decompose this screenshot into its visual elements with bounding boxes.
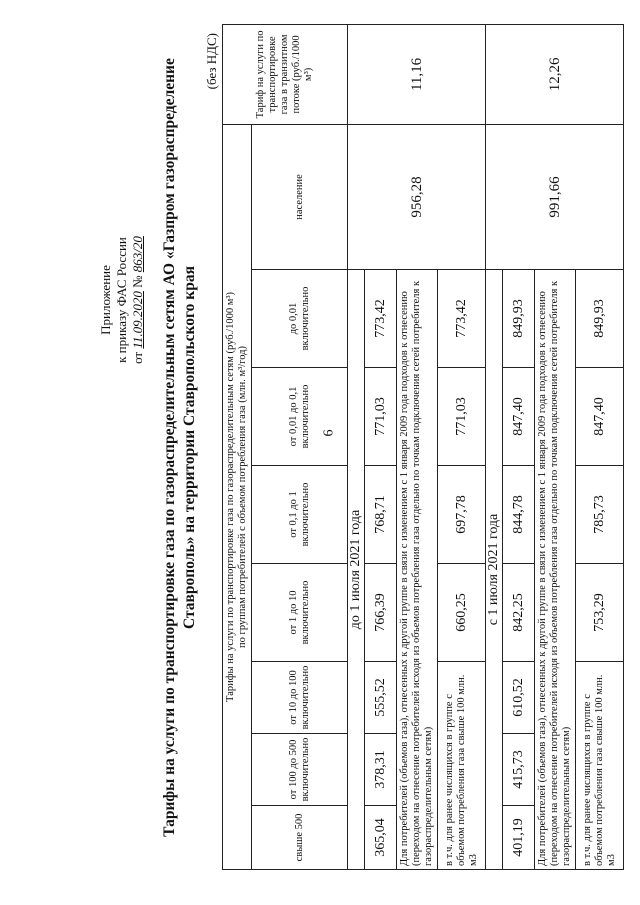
cell-r1b-c3: 771,03 (438, 368, 486, 466)
tariff-table (222, 24, 624, 870)
cell-r1-c3: 555,52 (365, 662, 397, 734)
appendix-line-2: к приказу ФАС России (114, 237, 129, 363)
page-number: 6 (321, 429, 337, 437)
cell-r1-c2: 378,31 (365, 734, 397, 806)
cell-r1-c6: 771,03 (365, 368, 397, 466)
col-header-up-to-001: до 0,01 включительно (252, 270, 348, 368)
header-main: Тарифы на услуги по транспортировке газа по газораспределительным сетям (руб./1000 м³) по группам потребителей с объемом потребления газа (млн. м³/год) (223, 124, 252, 869)
tariff-table-wrapper (222, 25, 624, 870)
transit-value-1: 11,16 (348, 24, 486, 124)
cell-r2-c4: 842,25 (503, 564, 535, 662)
cell-r2-c6: 847,40 (503, 368, 535, 466)
cell-r2b-c1: 753,29 (576, 564, 624, 662)
title-line-1: Тарифы на услуги по транспортировке газа по газораспределительным сетям АО «Газпром газораспределение (161, 58, 178, 837)
note-2: Для потребителей (объемов газа), отнесенных к другой группе в связи с изменением с 1 января 2009 года подходов к отнесению (переходом на отнесение потребителей исходя из объемов потребления газа отдельно по точкам подключения сетей потребителя к газораспределительным сетям) (535, 270, 576, 870)
vat-note: (без НДС) (204, 33, 219, 90)
note-1: Для потребителей (объемов газа), отнесенных к другой группе в связи с изменением с 1 января 2009 года подходов к отнесению (переходом на отнесение потребителей исходя из объемов потребления газа отдельно по точкам подключения сетей потребителя к газораспределительным сетям) (397, 270, 438, 870)
cell-r2-c7: 849,93 (503, 270, 535, 368)
cell-r1b-c2: 697,78 (438, 466, 486, 564)
document-title (160, 25, 200, 870)
cell-r1-c7: 773,42 (365, 270, 397, 368)
cell-r1-c1: 365,04 (365, 806, 397, 870)
appendix-number: 863/20 (130, 236, 145, 273)
period-2-label: с 1 июля 2021 года (486, 270, 503, 870)
cell-r2b-c4: 849,93 (576, 270, 624, 368)
appendix-line-1: Приложение (98, 265, 113, 335)
col-header-population: население (252, 124, 348, 269)
cell-r2b-c2: 785,73 (576, 466, 624, 564)
population-value-2: 991,66 (486, 124, 624, 269)
col-header-10-100: от 10 до 100 включительно (252, 662, 348, 734)
header-row-columns (252, 24, 348, 869)
period-1-label: до 1 июля 2021 года (348, 270, 365, 870)
cell-r1b-c4: 773,42 (438, 270, 486, 368)
appendix-block (98, 140, 146, 460)
cell-r2-c3: 610,52 (503, 662, 535, 734)
col-header-100-500: от 100 до 500 включительно (252, 734, 348, 806)
cell-r2-c2: 415,73 (503, 734, 535, 806)
cell-r2b-c3: 847,40 (576, 368, 624, 466)
sub-label-1: в т.ч. для ранее числящихся в группе с объемом потребления газа свыше 100 млн. м3 (438, 662, 486, 870)
appendix-date: 11.09.2020 (130, 291, 145, 349)
period-row-2 (486, 24, 503, 869)
col-header-001-01: от 0,01 до 0,1 включительно (252, 368, 348, 466)
cell-r2-c1: 401,19 (503, 806, 535, 870)
rotated-page (160, 25, 640, 870)
cell-r1b-c1: 660,25 (438, 564, 486, 662)
population-value-1: 956,28 (348, 124, 486, 269)
title-line-2: Ставрополь» на территории Ставропольского края (181, 266, 198, 629)
cell-r1-c5: 768,71 (365, 466, 397, 564)
sub-label-2: в т.ч. для ранее числящихся в группе с объемом потребления газа свыше 100 млн. м3 (576, 662, 624, 870)
appendix-line-3: от 11.09.2020 № 863/20 (130, 236, 145, 364)
col-header-1-10: от 1 до 10 включительно (252, 564, 348, 662)
col-header-over-500: свыше 500 (252, 806, 348, 870)
col-header-01-1: от 0,1 до 1 включительно (252, 466, 348, 564)
transit-header: Тариф на услуги по транспортировке газа в транзитном потоке (руб./1000 м³) (223, 24, 348, 124)
cell-r1-c4: 766,39 (365, 564, 397, 662)
period-row-1 (348, 24, 365, 869)
cell-r2-c5: 844,78 (503, 466, 535, 564)
header-row-main (223, 24, 252, 869)
transit-value-2: 12,26 (486, 24, 624, 124)
